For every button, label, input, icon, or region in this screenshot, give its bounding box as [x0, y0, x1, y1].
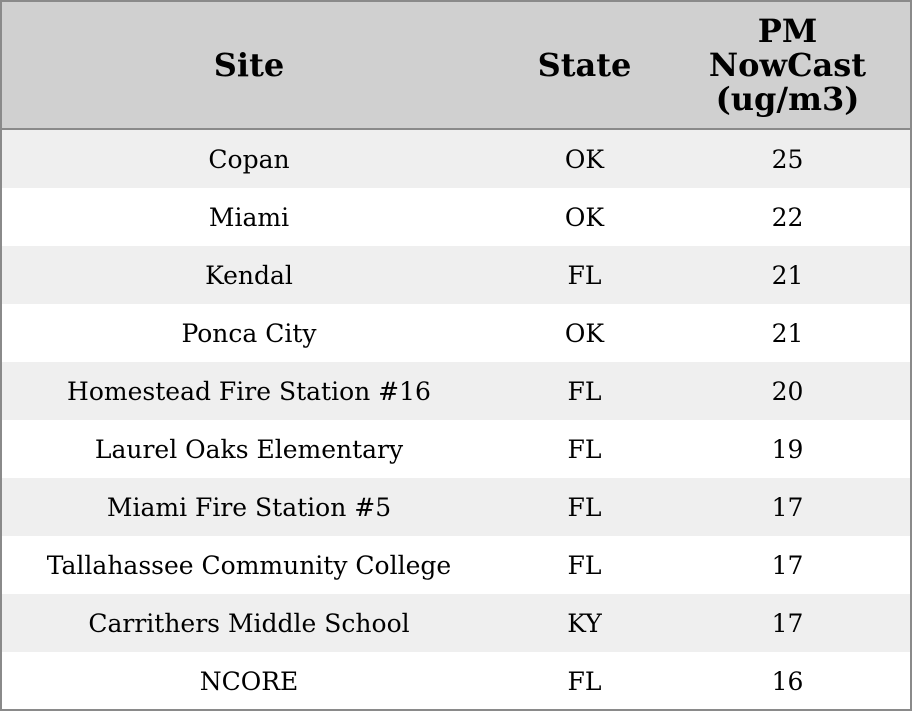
- cell-state: FL: [498, 420, 671, 478]
- table-row: [2, 362, 910, 420]
- cell-pm-nowcast: 21: [671, 304, 910, 362]
- cell-site: Carrithers Middle School: [2, 594, 498, 652]
- table-row: [2, 478, 910, 536]
- cell-state: FL: [498, 246, 671, 304]
- cell-pm-nowcast: 22: [671, 188, 910, 246]
- cell-state: FL: [498, 536, 671, 594]
- cell-state: FL: [498, 478, 671, 536]
- cell-state: OK: [498, 304, 671, 362]
- cell-site: Tallahassee Community College: [2, 536, 498, 594]
- header-pm-line-2: NowCast: [708, 46, 867, 84]
- cell-pm-nowcast: 21: [671, 246, 910, 304]
- table-header: [2, 2, 910, 129]
- table-row: [2, 536, 910, 594]
- cell-site: Miami: [2, 188, 498, 246]
- cell-pm-nowcast: 20: [671, 362, 910, 420]
- header-state: State: [498, 2, 671, 129]
- cell-site: Miami Fire Station #5: [2, 478, 498, 536]
- table-row: [2, 246, 910, 304]
- cell-pm-nowcast: 25: [671, 129, 910, 188]
- cell-pm-nowcast: 16: [671, 652, 910, 710]
- table-body: [2, 129, 910, 710]
- table-row: [2, 304, 910, 362]
- header-row: [2, 2, 910, 129]
- cell-pm-nowcast: 17: [671, 594, 910, 652]
- table-row: [2, 129, 910, 188]
- table-row: [2, 420, 910, 478]
- cell-state: OK: [498, 129, 671, 188]
- cell-pm-nowcast: 17: [671, 478, 910, 536]
- cell-state: FL: [498, 362, 671, 420]
- cell-site: NCORE: [2, 652, 498, 710]
- cell-site: Ponca City: [2, 304, 498, 362]
- pm-nowcast-table: [2, 2, 910, 710]
- cell-state: KY: [498, 594, 671, 652]
- cell-site: Laurel Oaks Elementary: [2, 420, 498, 478]
- cell-state: OK: [498, 188, 671, 246]
- cell-site: Homestead Fire Station #16: [2, 362, 498, 420]
- header-site: Site: [2, 2, 498, 129]
- cell-pm-nowcast: 19: [671, 420, 910, 478]
- table-row: [2, 594, 910, 652]
- header-pm-line-1: PM: [757, 12, 818, 50]
- cell-site: Kendal: [2, 246, 498, 304]
- header-pm-nowcast: [671, 2, 910, 129]
- cell-site: Copan: [2, 129, 498, 188]
- table-row: [2, 188, 910, 246]
- header-pm-line-3: (ug/m3): [715, 80, 860, 118]
- cell-state: FL: [498, 652, 671, 710]
- table-row: [2, 652, 910, 710]
- cell-pm-nowcast: 17: [671, 536, 910, 594]
